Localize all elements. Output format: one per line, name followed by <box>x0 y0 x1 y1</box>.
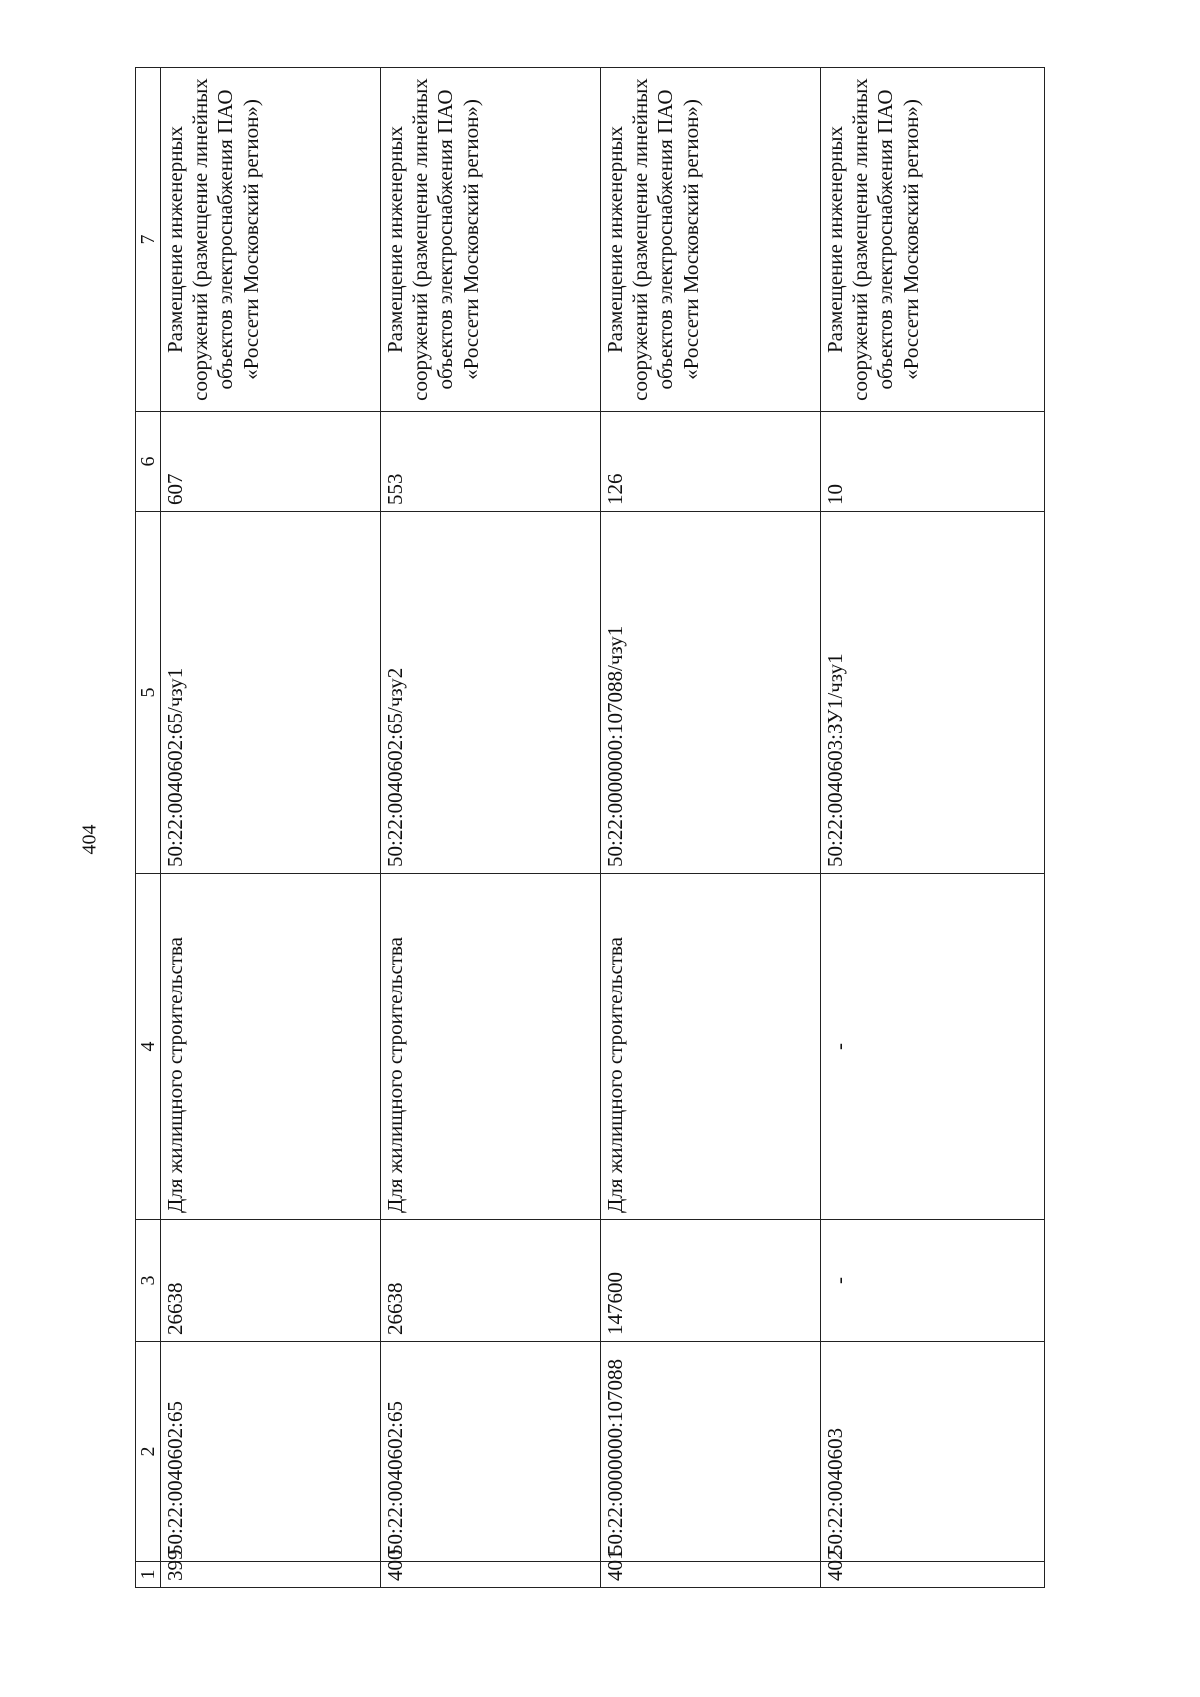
table-row <box>601 68 821 1588</box>
cadastral-number: 50:22:0040602:65 <box>161 1342 381 1562</box>
purpose: Размещение инженерных сооружений (размещение линейных объектов электроснабжения ПАО «Россети Московский регион») <box>601 68 821 412</box>
part-area: 607 <box>161 412 381 512</box>
plot-area: 26638 <box>161 1220 381 1342</box>
header-row <box>136 68 161 1588</box>
header-cell: 6 <box>136 412 161 512</box>
header-cell: 2 <box>136 1342 161 1562</box>
row-number: 399 <box>161 1562 381 1588</box>
plot-area: - <box>821 1220 1045 1342</box>
part-area: 126 <box>601 412 821 512</box>
permitted-use: - <box>821 874 1045 1220</box>
permitted-use: Для жилищного строительства <box>381 874 601 1220</box>
purpose: Размещение инженерных сооружений (размещение линейных объектов электроснабжения ПАО «Россети Московский регион») <box>381 68 601 412</box>
permitted-use: Для жилищного строительства <box>601 874 821 1220</box>
plot-area: 147600 <box>601 1220 821 1342</box>
header-cell: 7 <box>136 68 161 412</box>
purpose: Размещение инженерных сооружений (размещение линейных объектов электроснабжения ПАО «Россети Московский регион») <box>161 68 381 412</box>
cadastral-number: 50:22:0040603 <box>821 1342 1045 1562</box>
part-area: 10 <box>821 412 1045 512</box>
row-number: 401 <box>601 1562 821 1588</box>
permitted-use: Для жилищного строительства <box>161 874 381 1220</box>
row-number: 400 <box>381 1562 601 1588</box>
cadastral-number: 50:22:0040602:65 <box>381 1342 601 1562</box>
land-plots-table <box>135 67 1045 1588</box>
part-number: 50:22:0040603:ЗУ1/чзу1 <box>821 512 1045 874</box>
header-cell: 4 <box>136 874 161 1220</box>
cadastral-number: 50:22:0000000:107088 <box>601 1342 821 1562</box>
header-cell: 1 <box>136 1562 161 1588</box>
part-number: 50:22:0040602:65/чзу2 <box>381 512 601 874</box>
part-area: 553 <box>381 412 601 512</box>
row-number: 402 <box>821 1562 1045 1588</box>
page-number: 404 <box>78 824 101 855</box>
header-cell: 5 <box>136 512 161 874</box>
plot-area: 26638 <box>381 1220 601 1342</box>
table-row <box>381 68 601 1588</box>
table-row <box>821 68 1045 1588</box>
part-number: 50:22:0040602:65/чзу1 <box>161 512 381 874</box>
part-number: 50:22:0000000:107088/чзу1 <box>601 512 821 874</box>
header-cell: 3 <box>136 1220 161 1342</box>
rotated-table-container <box>135 68 1050 1588</box>
purpose: Размещение инженерных сооружений (размещение линейных объектов электроснабжения ПАО «Россети Московский регион») <box>821 68 1045 412</box>
table-row <box>161 68 381 1588</box>
